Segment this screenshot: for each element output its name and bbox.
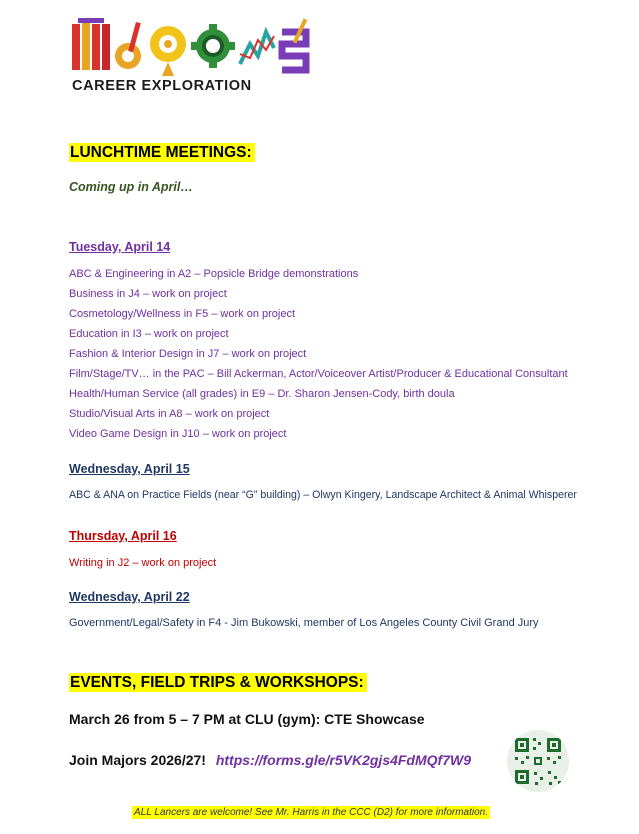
tuesday-heading: Tuesday, April 14 [69, 240, 171, 254]
gear-icon [191, 24, 235, 68]
books-icon [72, 18, 110, 70]
list-item: Studio/Visual Arts in A8 – work on project [69, 408, 270, 420]
signup-link[interactable]: https://forms.gle/r5VK2gjs4FdMQf7W9 [215, 752, 471, 768]
qr-code-graphic [507, 730, 569, 792]
majors-logo [68, 14, 313, 102]
pen-icon [282, 18, 307, 70]
compass-icon [150, 26, 186, 76]
wednesday-15-heading: Wednesday, April 15 [69, 462, 190, 476]
list-item: Health/Human Service (all grades) in E9 – Dr. Sharon Jensen-Cody, birth doula [69, 388, 455, 400]
join-majors-line [69, 752, 471, 768]
wednesday-22-heading: Wednesday, April 22 [69, 590, 190, 604]
wednesday-22-item: Government/Legal/Safety in F4 - Jim Bukowski, member of Los Angeles County Civil Grand Jury [69, 617, 539, 629]
line-graph-icon [240, 32, 274, 64]
list-item: Video Game Design in J10 – work on project [69, 428, 287, 440]
list-item: Film/Stage/TV… in the PAC – Bill Ackerman, Actor/Voiceover Artist/Producer & Educational Consultant [69, 368, 568, 380]
majors-logo-graphic [68, 14, 313, 78]
join-text: Join Majors 2026/27! [69, 752, 206, 768]
coming-up-text: Coming up in April… [69, 180, 193, 194]
thursday-16-item: Writing in J2 – work on project [69, 557, 217, 569]
logo-caption: CAREER EXPLORATION [72, 78, 252, 94]
list-item: Cosmetology/Wellness in F5 – work on project [69, 308, 296, 320]
footer-note: ALL Lancers are welcome! See Mr. Harris in the CCC (D2) for more information. [134, 807, 489, 818]
showcase-event: March 26 from 5 – 7 PM at CLU (gym): CTE Showcase [69, 711, 425, 727]
list-item: Education in I3 – work on project [69, 328, 229, 340]
list-item: Fashion & Interior Design in J7 – work on project [69, 348, 307, 360]
wednesday-15-item: ABC & ANA on Practice Fields (near “G” building) – Olwyn Kingery, Landscape Architect & Animal Whisperer [69, 489, 577, 501]
list-item: ABC & Engineering in A2 – Popsicle Bridge demonstrations [69, 268, 359, 280]
lunchtime-heading: LUNCHTIME MEETINGS: [69, 143, 255, 162]
qr-code-icon[interactable] [507, 730, 569, 792]
paintbrush-icon [115, 22, 141, 69]
thursday-16-heading: Thursday, April 16 [69, 529, 177, 543]
events-heading: EVENTS, FIELD TRIPS & WORKSHOPS: [69, 673, 367, 692]
list-item: Business in J4 – work on project [69, 288, 227, 300]
